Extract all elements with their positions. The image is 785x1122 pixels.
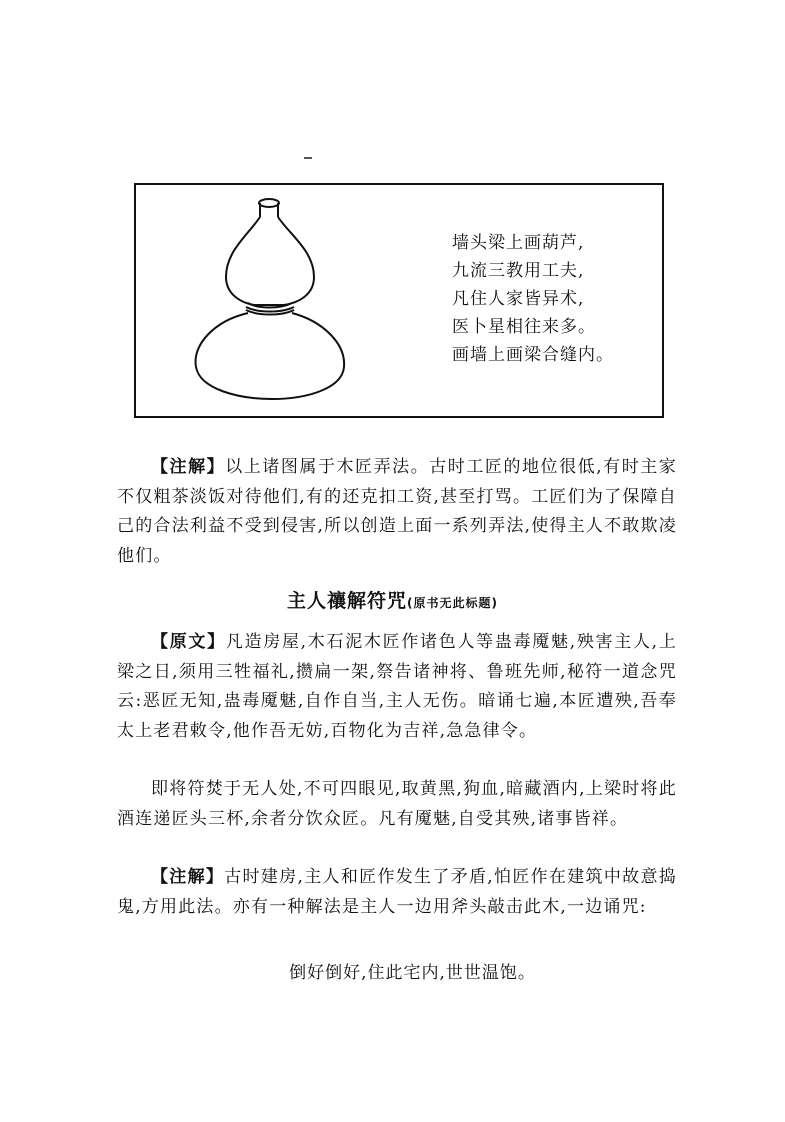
annotation-paragraph-1 bbox=[117, 453, 677, 571]
original-label: 【原文】 bbox=[151, 632, 226, 652]
original-text-2: 即将符焚于无人处,不可四眼见,取黄黑,狗血,暗藏酒内,上梁时将此酒连递匠头三杯,余者分饮众匠。凡有魇魅,自受其殃,诸事皆祥。 bbox=[117, 779, 677, 829]
gourd-drawing bbox=[188, 195, 348, 400]
verse-block bbox=[452, 229, 614, 369]
section-title-text: 主人禳解符咒 bbox=[287, 590, 408, 612]
annotation-text: 以上诸图属于木匠弄法。古时工匠的地位很低,有时主家不仅粗茶淡饭对待他们,有的还克扣工资,甚至打骂。工匠们为了保障自己的合法利益不受到侵害,所以创造上面一系列弄法,使得主人不敢欺凌他们。 bbox=[117, 457, 677, 566]
gourd-illustration bbox=[188, 195, 348, 400]
chant-line: 倒好倒好,住此宅内,世世温饱。 bbox=[289, 963, 536, 983]
annotation-label-2: 【注解】 bbox=[151, 867, 225, 887]
verse-line: 九流三教用工夫, bbox=[452, 261, 585, 281]
verse-line: 凡住人家皆异术, bbox=[452, 289, 585, 309]
original-text-paragraph bbox=[117, 628, 677, 746]
annotation-paragraph-2 bbox=[117, 863, 677, 922]
section-subtitle: (原书无此标题) bbox=[407, 596, 498, 610]
verse-line: 医卜星相往来多。 bbox=[452, 317, 596, 337]
gourd-figure-box bbox=[134, 183, 664, 418]
annotation-text-2: 古时建房,主人和匠作发生了矛盾,怕匠作在建筑中故意捣鬼,方用此法。亦有一种解法是主人一边用斧头敲击此木,一边诵咒: bbox=[117, 867, 677, 917]
annotation-label: 【注解】 bbox=[151, 457, 226, 477]
verse-line: 墙头梁上画葫芦, bbox=[452, 233, 585, 253]
stray-mark bbox=[304, 157, 312, 159]
section-title bbox=[0, 586, 785, 613]
original-text-paragraph-2 bbox=[117, 775, 677, 834]
verse-line: 画墙上画梁合缝内。 bbox=[452, 345, 614, 365]
original-text: 凡造房屋,木石泥木匠作诸色人等蛊毒魇魅,殃害主人,上梁之日,须用三牲福礼,攒扁一架,祭告诸神将、鲁班先师,秘符一道念咒云:恶匠无知,蛊毒魇魅,自作自当,主人无伤。暗诵七遍,本匠遭殃,吾奉太上老君敕令,他作吾无妨,百物化为吉祥,急急律令。 bbox=[117, 632, 677, 741]
